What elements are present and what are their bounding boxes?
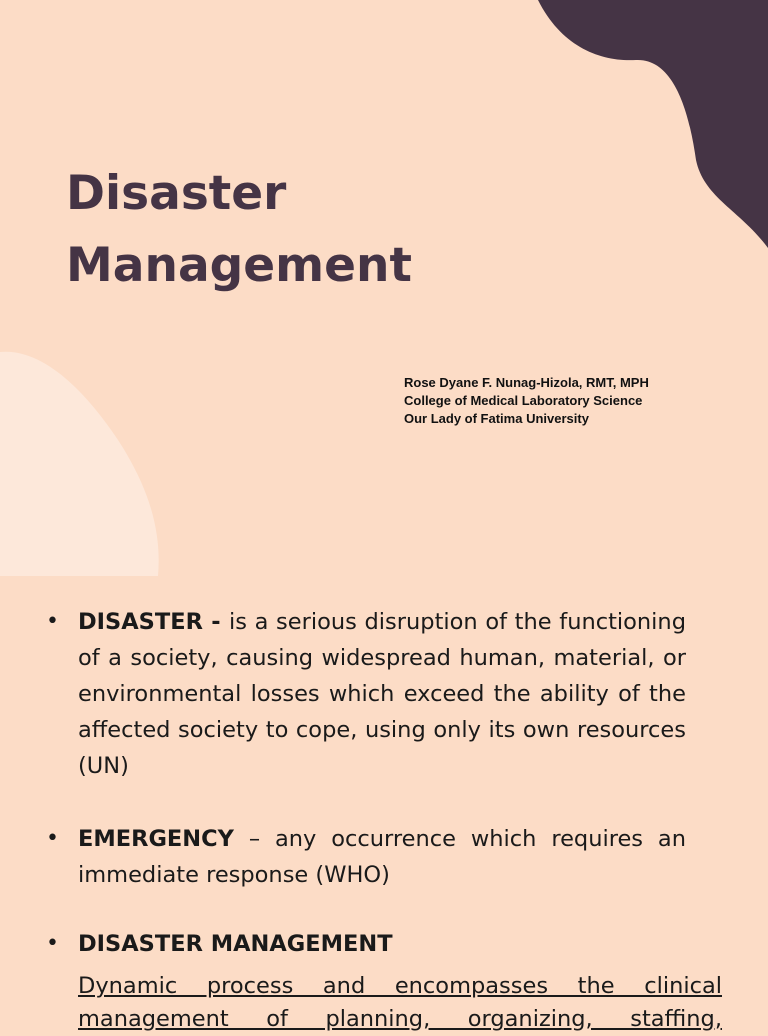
bullet-text: [78, 926, 686, 962]
bullet-definition: is a serious disruption of the functioning of a society, causing widespread human, material, or environmental losses which exceed the ability of the affected society to cope, using only its own resources (UN): [78, 609, 686, 779]
bullet-definition: any occurrence which requires an immediate response (WHO): [78, 826, 686, 888]
light-left-blob: [0, 352, 159, 576]
bullet-term: DISASTER MANAGEMENT: [78, 931, 393, 957]
bullet-dot: •: [46, 609, 59, 634]
bullet-disaster-management: [46, 926, 686, 962]
bullet-dot: •: [46, 931, 59, 956]
disaster-management-definition: Dynamic process and encompasses the clinical management of planning, organizing, staffing,: [78, 973, 722, 1032]
bullet-disaster: [46, 604, 686, 784]
page-title: [66, 158, 412, 302]
author-block: [404, 374, 649, 428]
bullet-term: EMERGENCY: [78, 826, 234, 852]
title-line-2: Management: [66, 238, 412, 293]
dark-corner-blob: [538, 0, 768, 248]
title-line-1: Disaster: [66, 166, 287, 221]
definitions-section: [0, 576, 768, 1032]
bullet-emergency: [46, 821, 686, 893]
bullet-separator: –: [233, 826, 275, 852]
author-university: Our Lady of Fatima University: [404, 411, 589, 426]
author-name: Rose Dyane F. Nunag-Hizola, RMT, MPH: [404, 375, 649, 390]
bullet-text: [78, 604, 686, 784]
bullet-term: DISASTER: [78, 609, 203, 635]
bullet-dot: •: [46, 826, 59, 851]
author-college: College of Medical Laboratory Science: [404, 393, 643, 408]
bullet-separator: -: [202, 609, 229, 635]
bullet-text: [78, 821, 686, 893]
